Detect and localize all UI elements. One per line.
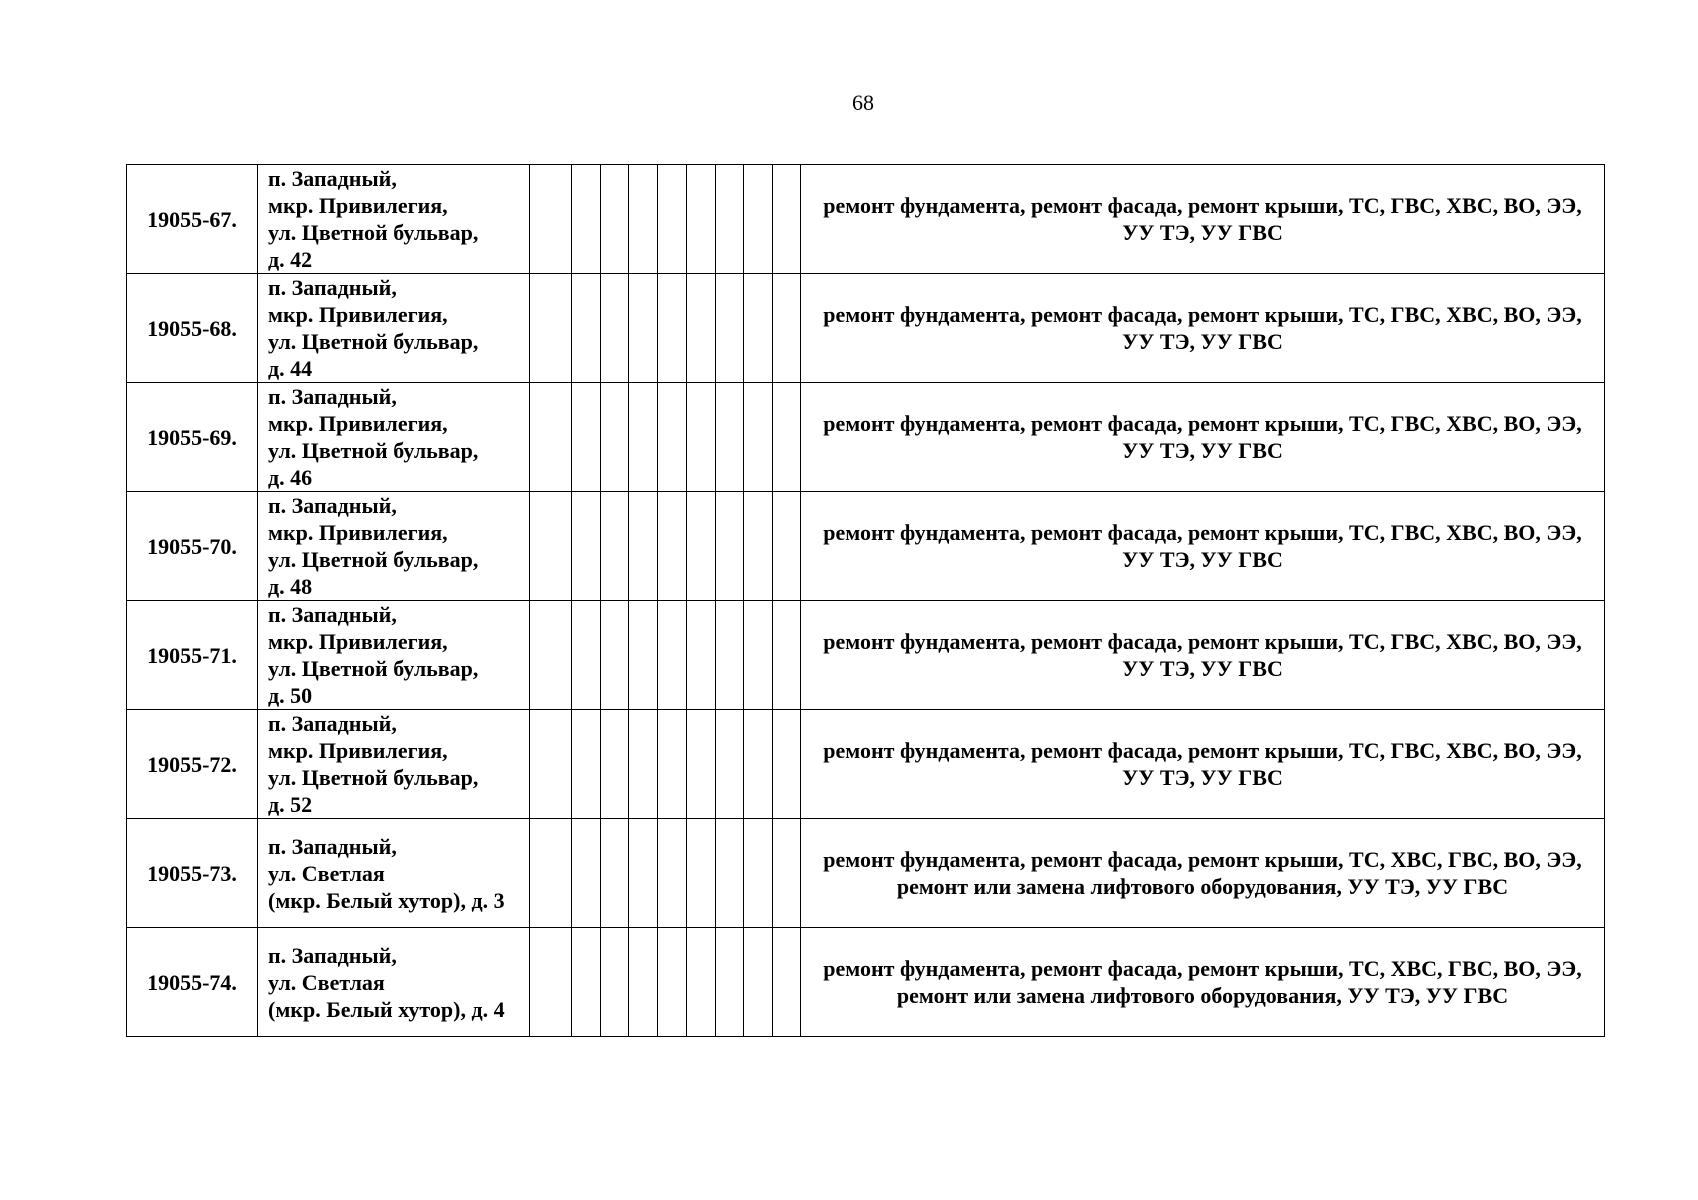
row-works: ремонт фундамента, ремонт фасада, ремонт крыши, ТС, ГВС, ХВС, ВО, ЭЭ, УУ ТЭ, УУ ГВС — [801, 601, 1605, 710]
empty-cell — [744, 165, 773, 274]
row-number: 19055-72. — [127, 710, 258, 819]
empty-cell — [744, 819, 773, 928]
empty-cell — [658, 710, 687, 819]
address-line: д. 52 — [268, 792, 313, 817]
empty-cell — [601, 819, 629, 928]
empty-cell — [716, 601, 744, 710]
row-number: 19055-67. — [127, 165, 258, 274]
address-line: п. Западный, — [268, 942, 397, 968]
page-number: 68 — [852, 90, 874, 115]
empty-cell — [601, 274, 629, 383]
empty-cell — [601, 710, 629, 819]
empty-cell — [530, 710, 572, 819]
empty-cell — [629, 928, 658, 1037]
address-line: п. Западный, — [268, 275, 397, 300]
address-line: ул. Светлая — [268, 969, 385, 995]
empty-cell — [744, 601, 773, 710]
empty-cell — [773, 383, 801, 492]
address-line: д. 48 — [268, 574, 313, 599]
empty-cell — [687, 383, 716, 492]
empty-cell — [658, 165, 687, 274]
row-address — [258, 492, 530, 601]
empty-cell — [716, 928, 744, 1037]
empty-cell — [773, 165, 801, 274]
empty-cell — [572, 601, 601, 710]
address-line: д. 46 — [268, 465, 313, 490]
empty-cell — [601, 601, 629, 710]
row-address — [258, 928, 530, 1037]
empty-cell — [744, 710, 773, 819]
empty-cell — [716, 165, 744, 274]
row-address — [258, 819, 530, 928]
empty-cell — [629, 819, 658, 928]
empty-cell — [744, 928, 773, 1037]
address-line: ул. Цветной бульвар, — [268, 220, 479, 245]
row-number: 19055-68. — [127, 274, 258, 383]
empty-cell — [572, 165, 601, 274]
empty-cell — [572, 383, 601, 492]
row-works: ремонт фундамента, ремонт фасада, ремонт крыши, ТС, ГВС, ХВС, ВО, ЭЭ, УУ ТЭ, УУ ГВС — [801, 165, 1605, 274]
empty-cell — [530, 928, 572, 1037]
address-line: ул. Цветной бульвар, — [268, 765, 479, 790]
address-line: мкр. Привилегия, — [268, 302, 448, 327]
row-address — [258, 601, 530, 710]
empty-cell — [572, 819, 601, 928]
empty-cell — [572, 710, 601, 819]
empty-cell — [687, 165, 716, 274]
empty-cell — [601, 165, 629, 274]
row-address — [258, 383, 530, 492]
empty-cell — [687, 710, 716, 819]
address-line: п. Западный, — [268, 166, 397, 191]
empty-cell — [658, 383, 687, 492]
address-line: (мкр. Белый хутор), д. 4 — [268, 996, 505, 1022]
row-number: 19055-71. — [127, 601, 258, 710]
empty-cell — [530, 383, 572, 492]
table-row — [127, 819, 1605, 928]
address-line: мкр. Привилегия, — [268, 738, 448, 763]
empty-cell — [530, 274, 572, 383]
row-works: ремонт фундамента, ремонт фасада, ремонт крыши, ТС, ГВС, ХВС, ВО, ЭЭ, УУ ТЭ, УУ ГВС — [801, 710, 1605, 819]
empty-cell — [687, 928, 716, 1037]
row-works: ремонт фундамента, ремонт фасада, ремонт крыши, ТС, ГВС, ХВС, ВО, ЭЭ, УУ ТЭ, УУ ГВС — [801, 274, 1605, 383]
table-row — [127, 274, 1605, 383]
empty-cell — [530, 165, 572, 274]
table-row — [127, 601, 1605, 710]
table-row — [127, 165, 1605, 274]
row-works: ремонт фундамента, ремонт фасада, ремонт крыши, ТС, ХВС, ГВС, ВО, ЭЭ, ремонт или замена лифтового оборудования, УУ ТЭ, УУ ГВС — [801, 928, 1605, 1037]
address-line: ул. Цветной бульвар, — [268, 547, 479, 572]
empty-cell — [773, 710, 801, 819]
address-line: мкр. Привилегия, — [268, 411, 448, 436]
empty-cell — [629, 165, 658, 274]
empty-cell — [744, 274, 773, 383]
empty-cell — [744, 383, 773, 492]
row-address — [258, 710, 530, 819]
address-line: мкр. Привилегия, — [268, 629, 448, 654]
empty-cell — [716, 819, 744, 928]
address-line: (мкр. Белый хутор), д. 3 — [268, 887, 505, 913]
row-number: 19055-69. — [127, 383, 258, 492]
empty-cell — [601, 928, 629, 1037]
address-line: ул. Цветной бульвар, — [268, 329, 479, 354]
empty-cell — [716, 492, 744, 601]
row-number: 19055-73. — [127, 819, 258, 928]
address-line: мкр. Привилегия, — [268, 520, 448, 545]
empty-cell — [572, 928, 601, 1037]
address-line: мкр. Привилегия, — [268, 193, 448, 218]
empty-cell — [658, 601, 687, 710]
address-line: ул. Цветной бульвар, — [268, 656, 479, 681]
row-number: 19055-74. — [127, 928, 258, 1037]
table-row — [127, 928, 1605, 1037]
address-line: д. 44 — [268, 356, 313, 381]
empty-cell — [773, 819, 801, 928]
empty-cell — [716, 710, 744, 819]
empty-cell — [773, 274, 801, 383]
empty-cell — [658, 819, 687, 928]
empty-cell — [629, 492, 658, 601]
table-row — [127, 383, 1605, 492]
empty-cell — [773, 492, 801, 601]
address-line: ул. Светлая — [268, 860, 385, 886]
empty-cell — [658, 274, 687, 383]
empty-cell — [773, 928, 801, 1037]
empty-cell — [530, 601, 572, 710]
address-line: ул. Цветной бульвар, — [268, 438, 479, 463]
row-works: ремонт фундамента, ремонт фасада, ремонт крыши, ТС, ГВС, ХВС, ВО, ЭЭ, УУ ТЭ, УУ ГВС — [801, 383, 1605, 492]
empty-cell — [601, 383, 629, 492]
table-row — [127, 492, 1605, 601]
empty-cell — [629, 274, 658, 383]
empty-cell — [687, 492, 716, 601]
empty-cell — [601, 492, 629, 601]
empty-cell — [572, 274, 601, 383]
address-line: д. 42 — [268, 247, 313, 272]
address-line: п. Западный, — [268, 711, 397, 736]
empty-cell — [687, 274, 716, 383]
address-line: п. Западный, — [268, 384, 397, 409]
empty-cell — [658, 928, 687, 1037]
empty-cell — [744, 492, 773, 601]
empty-cell — [530, 819, 572, 928]
empty-cell — [716, 383, 744, 492]
empty-cell — [629, 710, 658, 819]
empty-cell — [773, 601, 801, 710]
address-line: п. Западный, — [268, 493, 397, 518]
address-line: п. Западный, — [268, 833, 397, 859]
empty-cell — [629, 383, 658, 492]
address-line: п. Западный, — [268, 602, 397, 627]
empty-cell — [687, 819, 716, 928]
row-works: ремонт фундамента, ремонт фасада, ремонт крыши, ТС, ХВС, ГВС, ВО, ЭЭ, ремонт или замена лифтового оборудования, УУ ТЭ, УУ ГВС — [801, 819, 1605, 928]
empty-cell — [629, 601, 658, 710]
empty-cell — [687, 601, 716, 710]
table-body — [127, 165, 1605, 1037]
row-number: 19055-70. — [127, 492, 258, 601]
empty-cell — [572, 492, 601, 601]
table-row — [127, 710, 1605, 819]
row-works: ремонт фундамента, ремонт фасада, ремонт крыши, ТС, ГВС, ХВС, ВО, ЭЭ, УУ ТЭ, УУ ГВС — [801, 492, 1605, 601]
address-line: д. 50 — [268, 683, 313, 708]
empty-cell — [530, 492, 572, 601]
empty-cell — [716, 274, 744, 383]
row-address — [258, 274, 530, 383]
empty-cell — [658, 492, 687, 601]
row-address — [258, 165, 530, 274]
works-table — [126, 164, 1605, 1037]
